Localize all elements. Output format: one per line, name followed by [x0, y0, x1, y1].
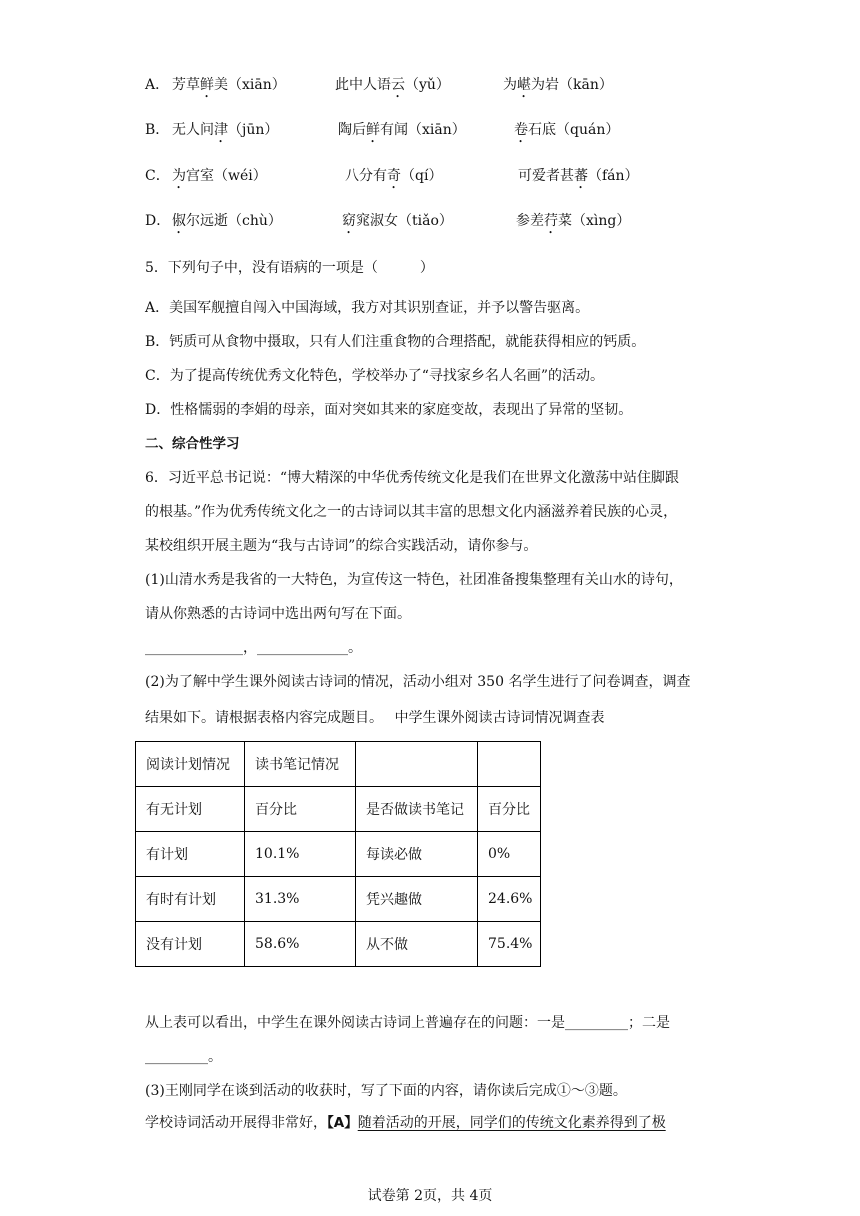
table-cell: 凭兴趣做	[356, 877, 478, 922]
q4-option-c-item-2: 八分有奇（qí）	[345, 168, 443, 184]
q4-option-d-item-3: 参差荇菜（xìng）	[516, 213, 631, 229]
q4-option-d-item-1: 俶尔远逝（chù）	[172, 213, 282, 229]
q6-part1-line-2: 请从你熟悉的古诗词中选出两句写在下面。	[145, 606, 411, 622]
q4-option-b-item-3: 卷石底（quán）	[514, 122, 620, 138]
table-cell: 百分比	[478, 787, 541, 832]
table-cell: 有计划	[136, 832, 245, 877]
section-title: 二、综合性学习	[145, 436, 240, 452]
q5-option-c: C．为了提高传统优秀文化特色，学校举办了“寻找家乡名人名画”的活动。	[145, 368, 605, 384]
table-cell: 58.6%	[245, 922, 356, 967]
q4-option-c-item-1: 为宫室（wéi）	[172, 168, 267, 184]
q4-option-c-label: C．	[145, 168, 170, 184]
table-cell: 31.3%	[245, 877, 356, 922]
table-row	[136, 877, 541, 922]
q6-part3-underlined: 随着活动的开展，同学们的传统文化素养得到了极	[357, 1115, 666, 1131]
q6-part2-line-2: 结果如下。请根据表格内容完成题目。 中学生课外阅读古诗词情况调查表	[145, 710, 605, 726]
q6-intro-line-2: 的根基。”作为优秀传统文化之一的古诗词以其丰富的思想文化内涵滋养着民族的心灵，	[145, 504, 678, 520]
table-cell: 从不做	[356, 922, 478, 967]
table-row	[136, 742, 541, 787]
table-cell	[478, 742, 541, 787]
q5-stem: 5．下列句子中，没有语病的一项是（ ）	[145, 260, 434, 276]
table-cell: 0%	[478, 832, 541, 877]
q4-option-a-item-3: 为嵁为岩（kān）	[503, 77, 613, 93]
table-cell: 75.4%	[478, 922, 541, 967]
page-footer: 试卷第 2页，共 4页	[367, 1188, 493, 1204]
q4-option-d-item-2: 窈窕淑女（tiǎo）	[342, 213, 453, 229]
table-cell: 有时有计划	[136, 877, 245, 922]
table-cell	[356, 742, 478, 787]
table-cell: 10.1%	[245, 832, 356, 877]
table-cell: 没有计划	[136, 922, 245, 967]
q6-part2-conclusion-line-1[interactable]: 从上表可以看出，中学生在课外阅读古诗词上普遍存在的问题：一是_________；二是	[145, 1015, 670, 1031]
q6-part3-tag: 【A】	[327, 1115, 358, 1131]
q5-option-a: A．美国军舰擅自闯入中国海域，我方对其识别查证，并予以警告驱离。	[145, 300, 590, 316]
q6-part2-conclusion-line-2[interactable]: _________。	[145, 1049, 222, 1065]
q4-option-b-item-1: 无人问津（jūn）	[172, 122, 279, 138]
table-cell: 读书笔记情况	[245, 742, 356, 787]
q4-option-a-label: A．	[145, 77, 170, 93]
table-row	[136, 787, 541, 832]
table-cell: 每读必做	[356, 832, 478, 877]
q5-option-b: B．钙质可从食物中摄取，只有人们注重食物的合理搭配，就能获得相应的钙质。	[145, 334, 646, 350]
q4-option-b-item-2: 陶后鲜有闻（xiān）	[338, 122, 466, 138]
table-cell: 是否做读书笔记	[356, 787, 478, 832]
table-row	[136, 832, 541, 877]
table-cell: 有无计划	[136, 787, 245, 832]
q6-intro-line-1: 6．习近平总书记说：“博大精深的中华优秀传统文化是我们在世界文化激荡中站住脚跟	[145, 470, 680, 486]
q6-intro-line-3: 某校组织开展主题为“我与古诗词”的综合实践活动，请你参与。	[145, 538, 538, 554]
q5-option-d: D．性格懦弱的李娟的母亲，面对突如其来的家庭变故，表现出了异常的坚韧。	[145, 402, 633, 418]
q6-part1-answer-blank[interactable]: ______________，_____________。	[145, 640, 362, 656]
q6-part1-line-1: (1)山清水秀是我省的一大特色，为宣传这一特色，社团准备搜集整理有关山水的诗句，	[145, 572, 683, 588]
q4-option-d-label: D．	[145, 213, 171, 229]
q4-option-b-label: B．	[145, 122, 170, 138]
table-cell: 百分比	[245, 787, 356, 832]
table-cell: 阅读计划情况	[136, 742, 245, 787]
q4-option-a-item-1: 芳草鲜美（xiān）	[172, 77, 286, 93]
q4-option-a-item-2: 此中人语云（yǔ）	[335, 77, 450, 93]
q4-option-c-item-3: 可爱者甚蕃（fán）	[518, 168, 639, 184]
q6-part3-stem: (3)王刚同学在谈到活动的收获时，写了下面的内容，请你读后完成①～③题。	[145, 1083, 627, 1099]
q6-part2-line-1: (2)为了解中学生课外阅读古诗词的情况，活动小组对 350 名学生进行了问卷调查，调查	[145, 674, 691, 690]
table-row	[136, 922, 541, 967]
q6-part3-text: 学校诗词活动开展得非常好，【A】随着活动的开展，同学们的传统文化素养得到了极	[145, 1115, 666, 1131]
survey-table	[135, 741, 541, 967]
table-cell: 24.6%	[478, 877, 541, 922]
